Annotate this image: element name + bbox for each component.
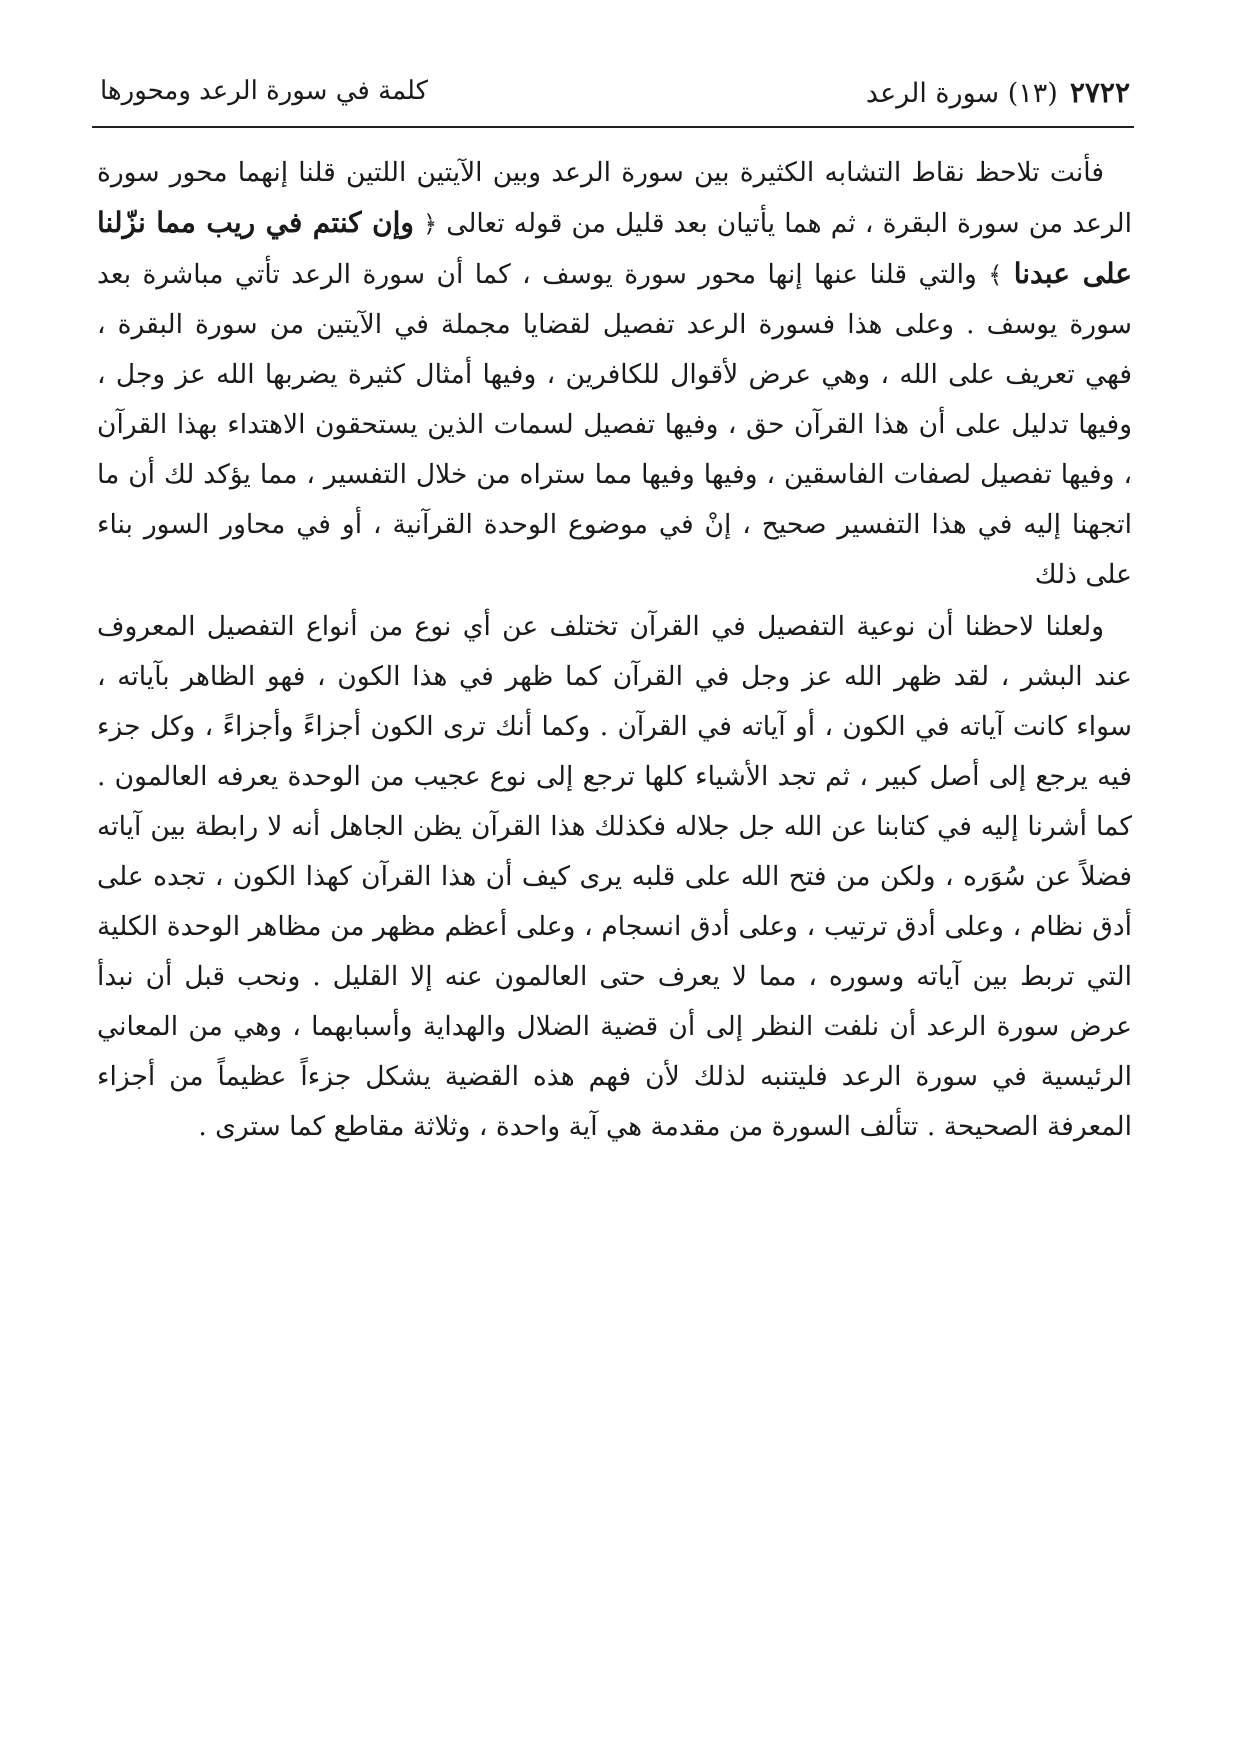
quoted-verse: وإن كنتم في ريب مما نزّلنا على عبدنا	[97, 206, 1132, 290]
verse-close-bracket: ﴾	[988, 261, 1003, 289]
page-header	[100, 70, 1130, 120]
paragraph-2: ولعلنا لاحظنا أن نوعية التفصيل في القرآن تختلف عن أي نوع من أنواع التفصيل المعروف عند البشر ، لقد ظهر الله عز وجل في القرآن كما ظهر في هذا الكون ، فهو الظاهر بآياته ، سواء كانت آياته في الكون ، أو آياته في القرآن . وكما أنك ترى الكون أجزاءً وأجزاءً ، وكل جزء فيه يرجع إلى أصل كبير ، ثم تجد الأشياء كلها ترجع إلى نوع عجيب من الوحدة يعرفه العالمون . كما أشرنا إليه في كتابنا عن الله جل جلاله فكذلك هذا القرآن يظن الجاهل أنه لا رابطة بين آياته فضلاً عن سُوَره ، ولكن من فتح الله على قلبه يرى كيف أن هذا القرآن كهذا الكون ، تجده على أدق نظام ، وعلى أدق ترتيب ، وعلى أدق انسجام ، وعلى أعظم مظهر من مظاهر الوحدة الكلية التي تربط بين آياته وسوره ، مما لا يعرف حتى العالمون عنه إلا القليل . ونحب قبل أن نبدأ عرض سورة الرعد أن نلفت النظر إلى أن قضية الضلال والهداية وأسبابهما ، وهي من المعاني الرئيسية في سورة الرعد فليتنبه لذلك لأن فهم هذه القضية يشكل جزءاً عظيماً من أجزاء المعرفة الصحيحة . تتألف السورة من مقدمة هي آية واحدة ، وثلاثة مقاطع كما سترى .	[97, 611, 1132, 1142]
paragraph-1-text-start: فأنت تلاحظ نقاط التشابه الكثيرة بين سورة الرعد وبين الآيتين اللتين قلنا إنهما محور سورة الرعد من سورة البقرة ، ثم هما يأتيان بعد قليل من قوله تعالى	[97, 157, 1132, 239]
header-page-info	[866, 76, 1130, 109]
body-text	[97, 148, 1132, 1152]
paragraph-1	[97, 148, 1132, 600]
surah-reference: (١٣) سورة الرعد	[865, 78, 1058, 109]
page-number: ٢٧٢٢	[1069, 76, 1130, 109]
paragraph-1-text-end: والتي قلنا عنها إنها محور سورة يوسف ، كما أن سورة الرعد تأتي مباشرة بعد سورة يوسف . وعلى هذا فسورة الرعد تفصيل لقضايا مجملة في الآيتين من سورة البقرة ، فهي تعريف على الله ، وهي عرض لأقوال للكافرين ، وفيها أمثال كثيرة يضربها الله عز وجل ، وفيها تدليل على أن هذا القرآن حق ، وفيها تفصيل لسمات الذين يستحقون الاهتداء بهذا القرآن ، وفيها تفصيل لصفات الفاسقين ، وفيها وفيها مما ستراه من خلال التفسير ، مما يؤكد لك أن ما اتجهنا إليه في هذا التفسير صحيح ، إنْ في موضوع الوحدة القرآنية ، أو في محاور السور بناء على ذلك	[97, 259, 1132, 590]
section-title: كلمة في سورة الرعد ومحورها	[100, 76, 429, 106]
header-divider	[92, 126, 1134, 128]
verse-open-bracket: ﴿	[423, 210, 438, 238]
